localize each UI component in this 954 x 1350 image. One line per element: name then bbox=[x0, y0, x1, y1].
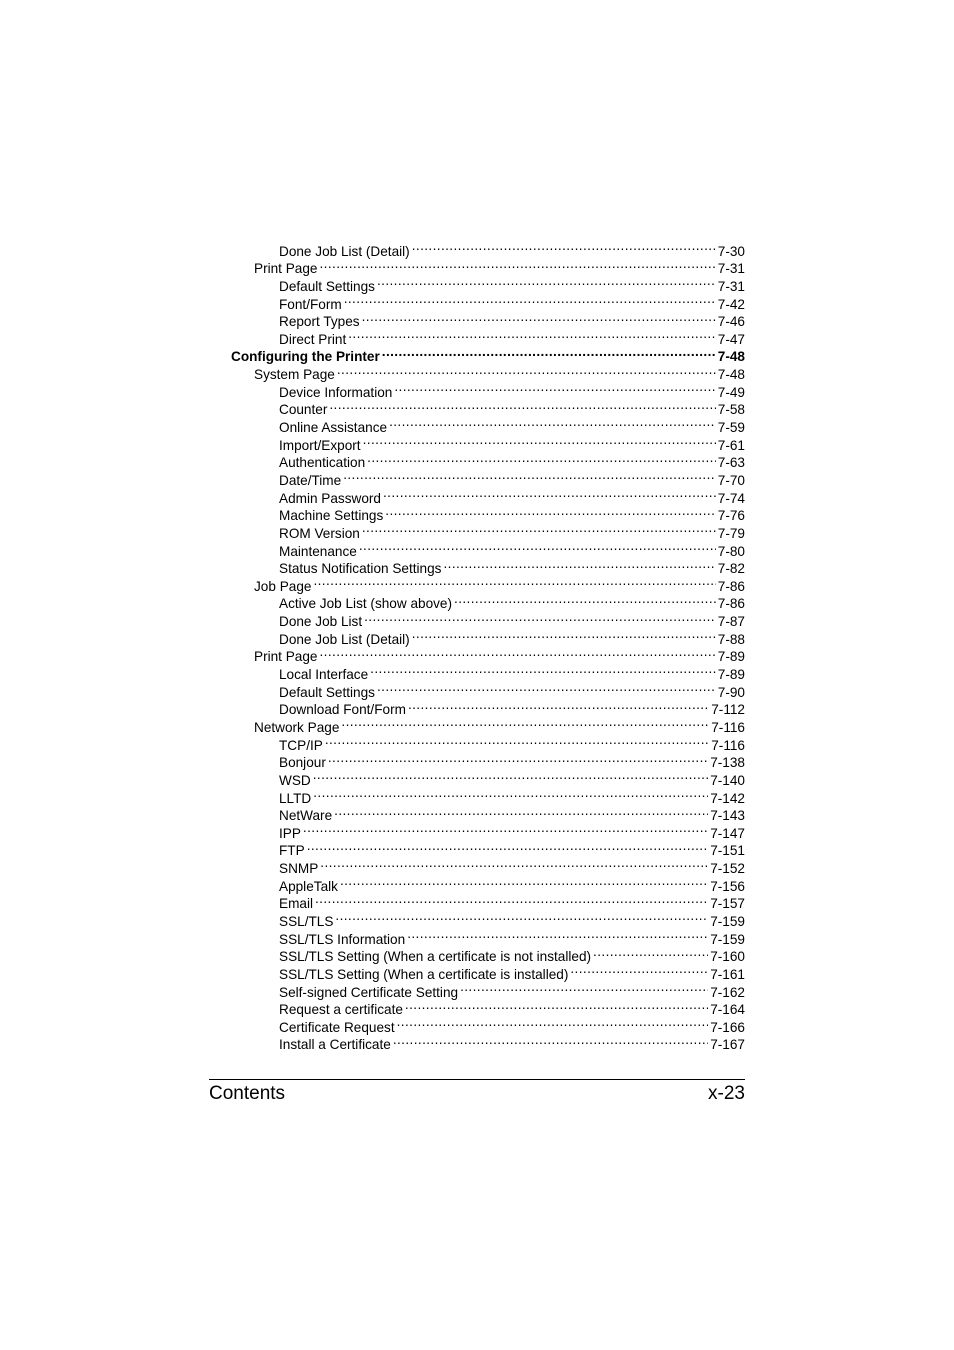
dot-leader bbox=[313, 573, 715, 591]
toc-entry-title: Network Page bbox=[254, 719, 340, 735]
toc-entry-page: 7-116 bbox=[711, 737, 745, 753]
dot-leader bbox=[335, 908, 708, 926]
dot-leader bbox=[313, 767, 709, 785]
toc-entry-title: Print Page bbox=[254, 649, 318, 665]
dot-leader bbox=[397, 1014, 709, 1032]
dot-leader bbox=[341, 714, 709, 732]
dot-leader bbox=[389, 414, 716, 432]
toc-entry-page: 7-63 bbox=[717, 455, 745, 471]
dot-leader bbox=[320, 855, 708, 873]
toc-entry-page: 7-47 bbox=[717, 331, 745, 347]
dot-leader bbox=[344, 291, 716, 309]
dot-leader bbox=[337, 361, 716, 379]
toc-entry-page: 7-167 bbox=[710, 1037, 745, 1053]
toc-entry-title: Authentication bbox=[279, 455, 366, 471]
toc-entry-page: 7-151 bbox=[710, 843, 745, 859]
toc-entry-title: Default Settings bbox=[279, 278, 375, 294]
toc-entry-title: Default Settings bbox=[279, 684, 375, 700]
dot-leader bbox=[408, 697, 709, 715]
toc-subsection-entry[interactable] bbox=[231, 838, 745, 859]
dot-leader bbox=[377, 679, 716, 697]
toc-entry-page: 7-147 bbox=[710, 825, 745, 841]
toc-entry-page: 7-140 bbox=[710, 772, 745, 788]
dot-leader bbox=[454, 591, 716, 609]
toc-entry-title: Active Job List (show above) bbox=[279, 596, 453, 612]
toc-entry-title: Email bbox=[279, 896, 313, 912]
toc-entry-title: LLTD bbox=[279, 790, 312, 806]
dot-leader bbox=[383, 485, 716, 503]
toc-entry-title: Download Font/Form bbox=[279, 702, 406, 718]
toc-entry-title: Maintenance bbox=[279, 543, 357, 559]
toc-entry-page: 7-79 bbox=[717, 525, 745, 541]
footer-divider bbox=[209, 1079, 745, 1080]
toc-entry-title: Device Information bbox=[279, 384, 393, 400]
toc-entry-page: 7-58 bbox=[717, 402, 745, 418]
toc-entry-title: Configuring the Printer bbox=[231, 349, 380, 365]
toc-entry-title: Import/Export bbox=[279, 437, 361, 453]
toc-subsection-entry[interactable] bbox=[231, 855, 745, 877]
toc-entry-page: 7-86 bbox=[717, 596, 745, 612]
toc-entry-page: 7-48 bbox=[717, 349, 745, 365]
dot-leader bbox=[307, 838, 709, 856]
dot-leader bbox=[570, 961, 708, 979]
toc-entry-page: 7-162 bbox=[710, 984, 745, 1000]
toc-entry-title: Install a Certificate bbox=[279, 1037, 391, 1053]
dot-leader bbox=[319, 644, 715, 662]
dot-leader bbox=[362, 309, 716, 327]
dot-leader bbox=[412, 626, 716, 644]
toc-entry-page: 7-160 bbox=[710, 949, 745, 965]
dot-leader bbox=[385, 503, 716, 521]
toc-entry-page: 7-161 bbox=[710, 966, 745, 982]
toc-entry-page: 7-49 bbox=[717, 384, 745, 400]
dot-leader bbox=[334, 803, 708, 821]
toc-entry-title: Font/Form bbox=[279, 296, 342, 312]
toc-entry-page: 7-82 bbox=[717, 561, 745, 577]
toc-entry-title: NetWare bbox=[279, 808, 333, 824]
toc-entry-title: SSL/TLS Setting (When a certificate is not installed) bbox=[279, 949, 592, 965]
toc-entry-page: 7-61 bbox=[717, 437, 745, 453]
dot-leader bbox=[412, 238, 716, 256]
toc-subsection-entry[interactable] bbox=[231, 820, 745, 841]
dot-leader bbox=[315, 891, 708, 909]
table-of-contents bbox=[231, 238, 745, 1053]
dot-leader bbox=[370, 661, 716, 679]
toc-entry-title: FTP bbox=[279, 843, 305, 859]
dot-leader bbox=[319, 256, 715, 274]
toc-entry-title: Report Types bbox=[279, 314, 360, 330]
toc-entry-page: 7-156 bbox=[710, 878, 745, 894]
toc-entry-title: SNMP bbox=[279, 861, 319, 877]
toc-entry-page: 7-112 bbox=[711, 702, 745, 718]
dot-leader bbox=[303, 820, 708, 838]
toc-entry-page: 7-89 bbox=[717, 667, 745, 683]
toc-entry-page: 7-138 bbox=[710, 755, 745, 771]
dot-leader bbox=[359, 538, 716, 556]
toc-subsection-entry[interactable] bbox=[231, 238, 745, 259]
toc-entry-title: Done Job List (Detail) bbox=[279, 243, 410, 259]
dot-leader bbox=[329, 397, 715, 415]
toc-entry-title: Self-signed Certificate Setting bbox=[279, 984, 459, 1000]
toc-entry-page: 7-87 bbox=[717, 614, 745, 630]
dot-leader bbox=[362, 520, 716, 538]
toc-entry-title: Local Interface bbox=[279, 667, 369, 683]
toc-entry-page: 7-70 bbox=[717, 472, 745, 488]
toc-entry-title: SSL/TLS Information bbox=[279, 931, 406, 947]
toc-entry-page: 7-152 bbox=[710, 861, 745, 877]
toc-entry-title: Date/Time bbox=[279, 472, 342, 488]
toc-entry-page: 7-164 bbox=[710, 1002, 745, 1018]
footer-page-number: x-23 bbox=[708, 1083, 745, 1104]
dot-leader bbox=[367, 450, 716, 468]
toc-entry-page: 7-80 bbox=[717, 543, 745, 559]
toc-entry-title: Admin Password bbox=[279, 490, 381, 506]
toc-entry-page: 7-142 bbox=[710, 790, 745, 806]
toc-entry-title: Direct Print bbox=[279, 331, 347, 347]
toc-entry-title: WSD bbox=[279, 772, 311, 788]
dot-leader bbox=[593, 944, 708, 962]
dot-leader bbox=[394, 379, 715, 397]
toc-entry-title: TCP/IP bbox=[279, 737, 323, 753]
dot-leader bbox=[382, 344, 716, 362]
dot-leader bbox=[460, 979, 708, 997]
toc-entry-page: 7-89 bbox=[717, 649, 745, 665]
toc-entry-title: ROM Version bbox=[279, 525, 360, 541]
toc-entry-title: SSL/TLS Setting (When a certificate is installed) bbox=[279, 966, 569, 982]
dot-leader bbox=[405, 997, 708, 1015]
toc-entry-page: 7-46 bbox=[717, 314, 745, 330]
toc-entry-title: Done Job List bbox=[279, 614, 363, 630]
dot-leader bbox=[348, 326, 716, 344]
toc-entry-title: IPP bbox=[279, 825, 301, 841]
toc-entry-title: AppleTalk bbox=[279, 878, 338, 894]
dot-leader bbox=[393, 1032, 708, 1050]
dot-leader bbox=[364, 608, 716, 626]
toc-entry-title: Machine Settings bbox=[279, 508, 384, 524]
toc-entry-title: Request a certificate bbox=[279, 1002, 403, 1018]
dot-leader bbox=[407, 926, 708, 944]
toc-entry-page: 7-166 bbox=[710, 1019, 745, 1035]
toc-entry-page: 7-116 bbox=[711, 719, 745, 735]
toc-entry-title: Done Job List (Detail) bbox=[279, 631, 410, 647]
dot-leader bbox=[377, 273, 716, 291]
dot-leader bbox=[313, 785, 708, 803]
toc-entry-page: 7-30 bbox=[717, 243, 745, 259]
toc-entry-page: 7-159 bbox=[710, 931, 745, 947]
toc-entry-page: 7-88 bbox=[717, 631, 745, 647]
toc-entry-page: 7-143 bbox=[710, 808, 745, 824]
dot-leader bbox=[340, 873, 708, 891]
toc-entry-title: Status Notification Settings bbox=[279, 561, 442, 577]
toc-entry-title: System Page bbox=[254, 367, 335, 383]
toc-entry-page: 7-76 bbox=[717, 508, 745, 524]
toc-entry-page: 7-48 bbox=[717, 367, 745, 383]
toc-entry-page: 7-42 bbox=[717, 296, 745, 312]
toc-entry-title: Certificate Request bbox=[279, 1019, 395, 1035]
dot-leader bbox=[325, 732, 709, 750]
toc-entry-title: Job Page bbox=[254, 578, 312, 594]
toc-entry-page: 7-74 bbox=[717, 490, 745, 506]
toc-entry-title: Bonjour bbox=[279, 755, 326, 771]
toc-entry-page: 7-90 bbox=[717, 684, 745, 700]
footer-section-title: Contents bbox=[209, 1083, 286, 1104]
dot-leader bbox=[328, 750, 708, 768]
toc-entry-title: Online Assistance bbox=[279, 420, 388, 436]
toc-entry-title: Counter bbox=[279, 402, 328, 418]
dot-leader bbox=[443, 556, 715, 574]
toc-entry-page: 7-159 bbox=[710, 913, 745, 929]
toc-entry-page: 7-86 bbox=[717, 578, 745, 594]
toc-entry-page: 7-31 bbox=[717, 261, 745, 277]
toc-entry-page: 7-157 bbox=[710, 896, 745, 912]
toc-entry-page: 7-31 bbox=[717, 278, 745, 294]
toc-entry-title: Print Page bbox=[254, 261, 318, 277]
toc-entry-title: SSL/TLS bbox=[279, 913, 334, 929]
dot-leader bbox=[343, 467, 716, 485]
toc-entry-page: 7-59 bbox=[717, 420, 745, 436]
dot-leader bbox=[363, 432, 716, 450]
